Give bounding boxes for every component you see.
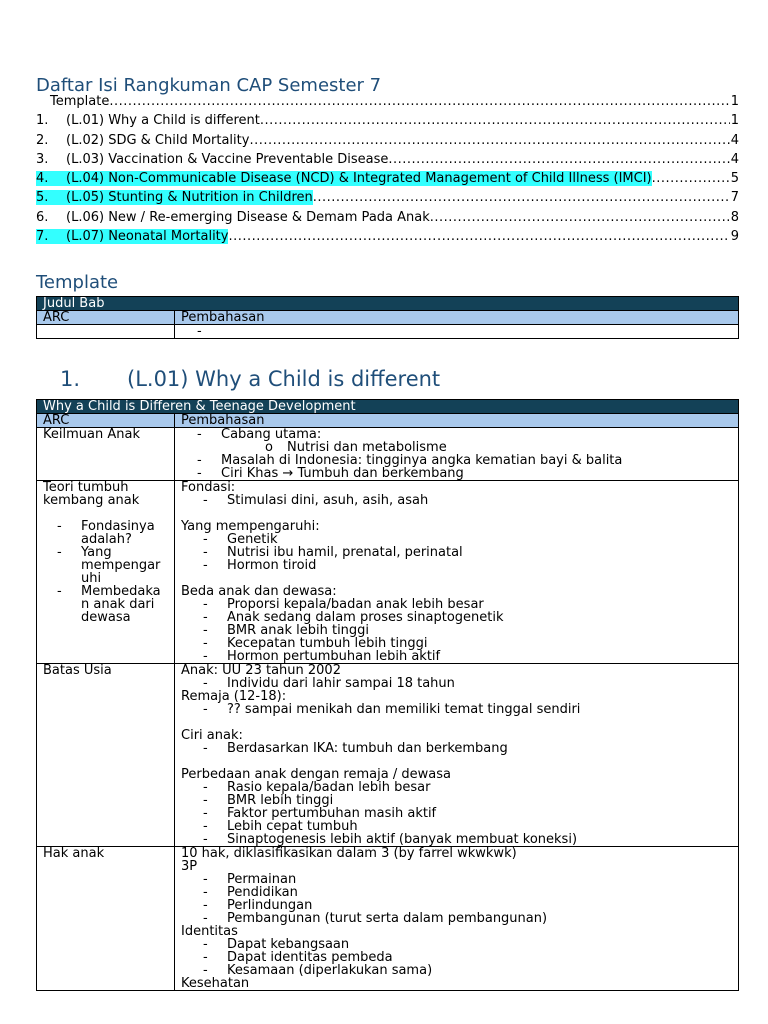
cell-arc: Hak anak	[37, 847, 175, 991]
toc-item-page: 9	[730, 229, 739, 245]
list-item: - Hormon tiroid	[203, 558, 317, 573]
list-item: - Cabang utama:	[197, 427, 322, 442]
toc-item-page: 1	[730, 113, 739, 129]
toc-item-text: (L.07) Neonatal Mortality	[66, 229, 229, 245]
list-item: - Ciri Khas → Tumbuh dan berkembang	[197, 466, 464, 481]
list-item: - Pendidikan	[203, 885, 298, 900]
cell-pembahasan	[175, 428, 739, 481]
toc-dots	[430, 210, 730, 225]
table-row-teori	[37, 481, 739, 664]
list-item: - Hormon pertumbuhan lebih aktif	[203, 649, 441, 664]
list-item: - Anak sedang dalam proses sinaptogenetik	[203, 610, 504, 625]
toc-item-text: (L.05) Stunting & Nutrition in Children	[66, 190, 313, 206]
cell-pembahasan: Fondasi: - Stimulasi dini, asuh, asih, asah Yang mempengaruhi: - Genetik - Nutrisi ibu hamil, prenatal, perinatal - Hormon tiroid Beda anak dan dewasa: - Proporsi kepala/badan anak lebih besar - Anak sedang dalam proses sinaptogenetik - BMR anak lebih tinggi - Kecepatan tumbuh lebih tinggi - Hormon pertumbuhan lebih aktif	[175, 481, 739, 664]
toc-item-text: Template	[50, 94, 110, 109]
toc-item-num: 4.	[36, 171, 66, 186]
list-item: - Lebih cepat tumbuh	[203, 819, 358, 834]
toc-item-page: 7	[730, 190, 739, 206]
list-item: - Kesamaan (diperlakukan sama)	[203, 963, 433, 978]
toc-item-num: 5.	[36, 190, 66, 205]
cell-arc: Keilmuan Anak	[37, 428, 175, 481]
cell-pembahasan: 10 hak, diklasifikasikan dalam 3 (by farrel wkwkwk) 3P - Permainan - Pendidikan - Perlindungan - Pembangunan (turut serta dalam pembangunan) Identitas - Dapat kebangsaan - Dapat identitas pembeda - Kesamaan (diperlakukan sama) Kesehatan	[175, 847, 739, 991]
toc-dots	[109, 94, 729, 109]
table-title: Judul Bab	[37, 297, 739, 311]
toc-title: Daftar Isi Rangkuman CAP Semester 7	[36, 75, 382, 96]
header-pembahasan: Pembahasan	[175, 311, 739, 325]
list-item: - Berdasarkan IKA: tumbuh dan berkembang	[203, 741, 508, 756]
list-item: - Permainan	[203, 872, 297, 887]
cell-arc: Teori tumbuh kembang anak - Fondasinya adalah? - Yang mempengar uhi - Membedaka n anak dari dewasa	[37, 481, 175, 664]
table-row	[37, 325, 739, 339]
toc-dots	[228, 229, 729, 244]
table-title: Why a Child is Differen & Teenage Development	[37, 400, 739, 414]
list-item: - Individu dari lahir sampai 18 tahun	[203, 676, 455, 691]
toc-item-template[interactable]	[36, 94, 739, 113]
toc-item-text: (L.03) Vaccination & Vaccine Preventable Disease	[66, 151, 389, 167]
list-item	[197, 325, 732, 338]
cell-pembahasan	[175, 325, 739, 339]
toc-dots	[652, 171, 730, 186]
list-item: - Dapat kebangsaan	[203, 937, 350, 952]
toc-item-4[interactable]	[36, 171, 739, 190]
list-item: - Dapat identitas pembeda	[203, 950, 393, 965]
toc-item-text: (L.06) New / Re-emerging Disease & Demam Pada Anak	[66, 209, 430, 225]
toc-item-5[interactable]	[36, 190, 739, 209]
list-item: - Genetik	[203, 532, 278, 547]
toc-dots	[313, 190, 730, 205]
toc-item-page: 8	[730, 209, 739, 225]
list-item: - Proporsi kepala/badan anak lebih besar	[203, 597, 484, 612]
toc-item-text: (L.04) Non-Communicable Disease (NCD) & Integrated Management of Child Illness (IMCI)	[66, 171, 652, 187]
section-title: (L.01) Why a Child is different	[127, 367, 441, 391]
list-item: - Faktor pertumbuhan masih aktif	[203, 806, 437, 821]
toc-item-text: (L.01) Why a Child is different	[66, 113, 260, 129]
list-item: - Yang mempengar uhi	[57, 545, 161, 586]
table-header-row	[37, 414, 739, 428]
table-row-batas-usia	[37, 664, 739, 847]
toc-item-page: 1	[730, 94, 739, 109]
table-row-hak-anak	[37, 847, 739, 991]
list-item: - Stimulasi dini, asuh, asih, asah	[203, 493, 429, 508]
header-arc: ARC	[37, 414, 175, 428]
toc-item-num: 2.	[36, 132, 49, 148]
toc-item-text: (L.02) SDG & Child Mortality	[66, 132, 250, 148]
toc-dots	[388, 152, 729, 167]
list-item: - Masalah di Indonesia: tingginya angka kematian bayi & balita	[197, 453, 623, 468]
template-heading: Template	[36, 272, 119, 293]
list-item: - Kecepatan tumbuh lebih tinggi	[203, 636, 428, 651]
section1-table	[36, 399, 739, 991]
toc-item-page: 4	[730, 151, 739, 167]
list-item: - BMR anak lebih tinggi	[203, 623, 370, 638]
toc-dots	[249, 133, 729, 148]
toc-item-2[interactable]	[36, 133, 739, 152]
template-table	[36, 296, 739, 339]
cell-arc	[37, 325, 175, 339]
table-title-bar	[37, 297, 739, 311]
header-arc: ARC	[37, 311, 175, 325]
section-number: 1.	[60, 367, 81, 391]
toc-item-1[interactable]	[36, 113, 739, 132]
list-item: - Nutrisi ibu hamil, prenatal, perinatal	[203, 545, 463, 560]
toc-item-num: 7.	[36, 229, 66, 244]
table-title-bar	[37, 400, 739, 414]
list-item: - Perlindungan	[203, 898, 313, 913]
toc-item-7[interactable]	[36, 229, 739, 248]
toc-dots	[260, 113, 730, 128]
list-item: - ?? sampai menikah dan memiliki temat tinggal sendiri	[203, 702, 581, 717]
toc-item-page: 5	[730, 171, 739, 187]
toc-item-3[interactable]	[36, 152, 739, 171]
toc-item-page: 4	[730, 132, 739, 148]
section-heading	[60, 367, 440, 391]
sub-list-item: o Nutrisi dan metabolisme	[265, 440, 447, 455]
arc-question-list	[43, 520, 168, 624]
toc-item-num: 3.	[36, 151, 49, 167]
table-of-contents	[36, 94, 739, 248]
toc-item-6[interactable]	[36, 210, 739, 229]
list-item: - Membedaka n anak dari dewasa	[57, 584, 161, 625]
cell-arc: Batas Usia	[37, 664, 175, 847]
header-pembahasan: Pembahasan	[175, 414, 739, 428]
list-item: - Rasio kepala/badan lebih besar	[203, 780, 431, 795]
list-item: - BMR lebih tinggi	[203, 793, 334, 808]
cell-pembahasan: Anak: UU 23 tahun 2002 - Individu dari lahir sampai 18 tahun Remaja (12-18): - ?? sampai menikah dan memiliki temat tinggal sendiri Ciri anak: - Berdasarkan IKA: tumbuh dan berkembang Perbedaan anak dengan remaja / dewasa - Rasio kepala/badan lebih besar - BMR lebih tinggi - Faktor pertumbuhan masih aktif - Lebih cepat tumbuh - Sinaptogenesis lebih aktif (banyak membuat koneksi)	[175, 664, 739, 847]
toc-item-num: 6.	[36, 209, 49, 225]
toc-item-num: 1.	[36, 113, 49, 129]
list-item: - Fondasinya adalah?	[57, 519, 155, 547]
table-header-row	[37, 311, 739, 325]
list-item: - Pembangunan (turut serta dalam pembangunan)	[203, 911, 548, 926]
bullet-dash: -	[197, 324, 202, 339]
table-row-keilmuan	[37, 428, 739, 481]
list-item: - Sinaptogenesis lebih aktif (banyak membuat koneksi)	[203, 832, 578, 847]
